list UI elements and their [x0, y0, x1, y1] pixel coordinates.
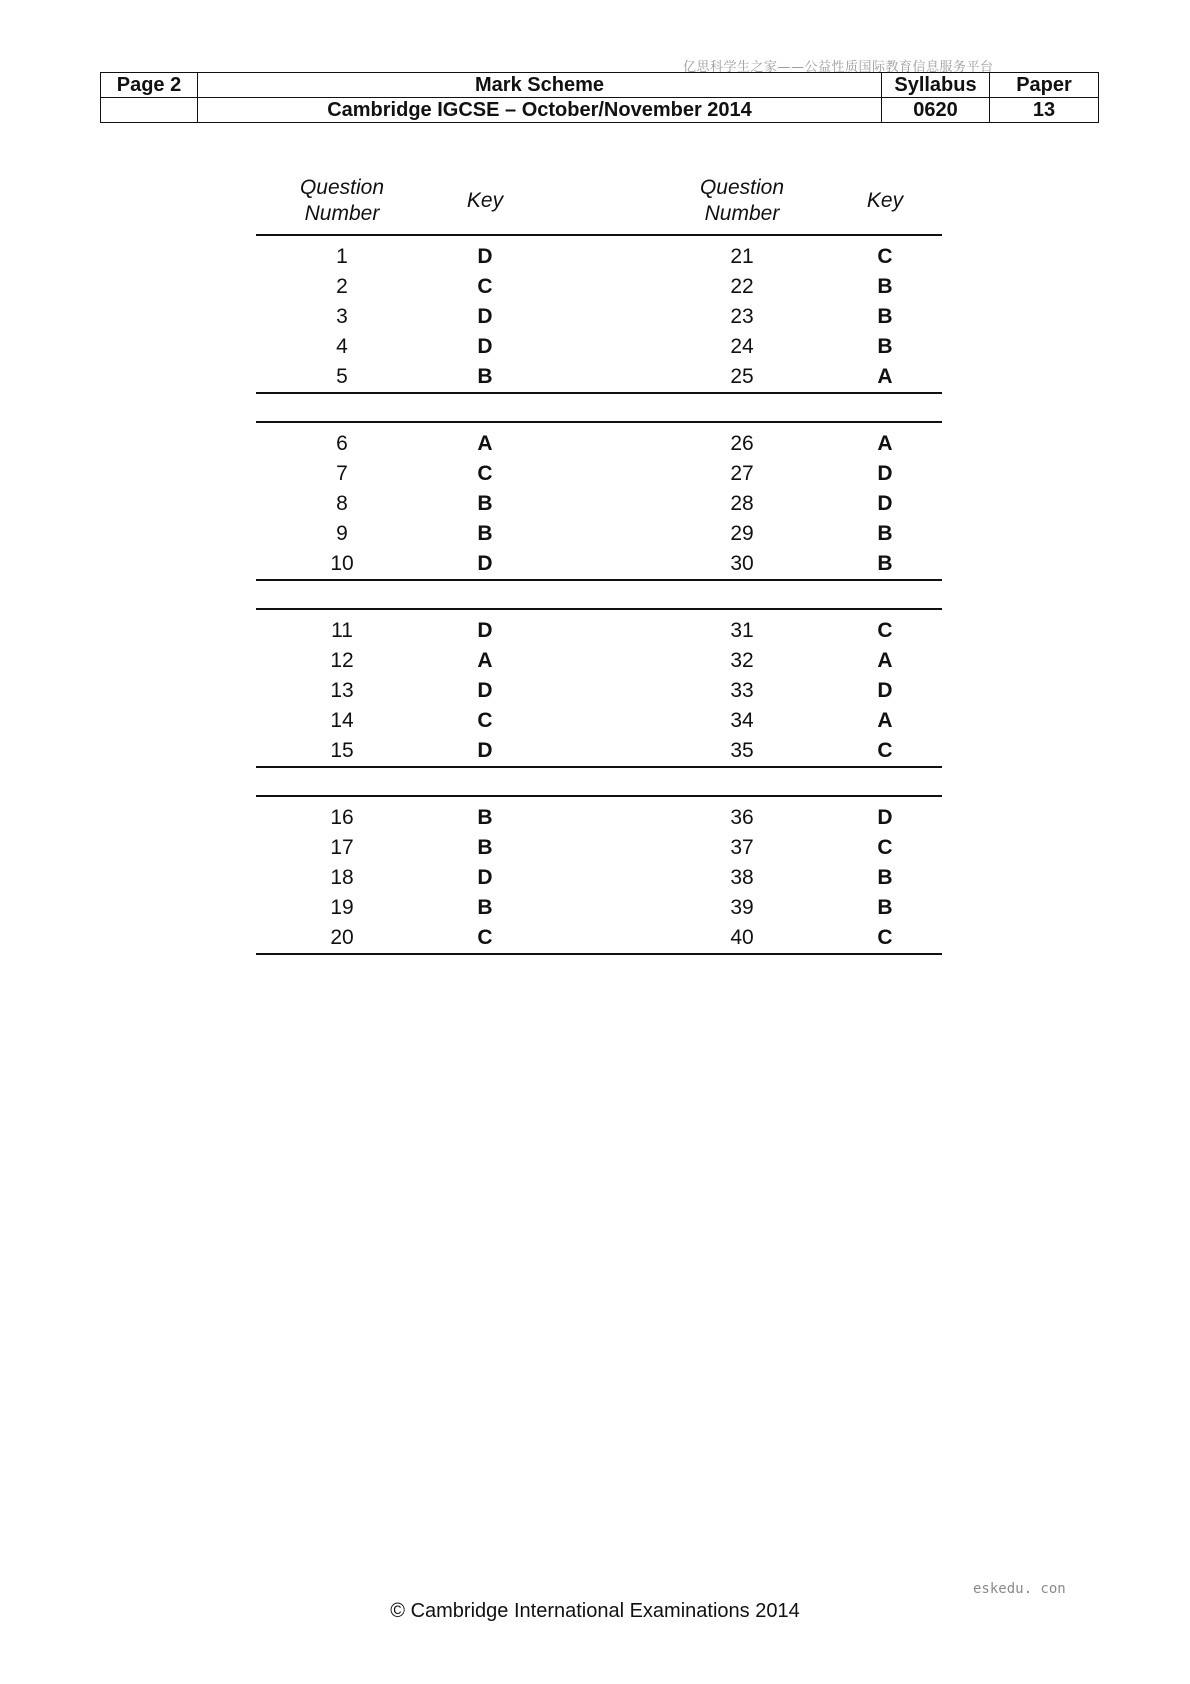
answer-key: D	[477, 866, 493, 889]
question-number: 6	[336, 432, 348, 455]
top-watermark: 亿思科学生之家——公益性质国际教育信息服务平台	[683, 60, 994, 75]
question-number: 40	[730, 926, 754, 949]
table-row	[256, 833, 942, 863]
table-row	[256, 616, 942, 646]
question-number: 18	[330, 866, 354, 889]
answer-key: D	[477, 552, 493, 575]
group-separator	[256, 581, 942, 610]
document-title: Mark Scheme	[198, 73, 882, 98]
table-row	[256, 242, 942, 272]
table-row	[256, 429, 942, 459]
question-number: 28	[730, 492, 754, 515]
answer-key: C	[477, 462, 493, 485]
question-number: 12	[330, 649, 354, 672]
page-number: Page 2	[101, 73, 198, 98]
answer-key: C	[477, 275, 493, 298]
answer-key: D	[477, 245, 493, 268]
question-number: 20	[330, 926, 354, 949]
question-number: 13	[330, 679, 354, 702]
question-number: 7	[336, 462, 348, 485]
header-table	[100, 72, 1099, 123]
answer-key: A	[877, 432, 893, 455]
answer-key: B	[477, 522, 493, 545]
table-row	[256, 803, 942, 833]
question-number: 22	[730, 275, 754, 298]
question-number: 29	[730, 522, 754, 545]
answer-key: B	[877, 335, 893, 358]
footer-watermark: eskedu. con	[973, 1581, 1066, 1597]
question-number: 11	[331, 619, 353, 642]
answer-key: D	[477, 679, 493, 702]
key-header-left: Key	[466, 189, 504, 212]
question-number: 31	[730, 619, 754, 642]
question-number: 39	[730, 896, 754, 919]
answer-key: B	[877, 275, 893, 298]
group-separator	[256, 394, 942, 423]
answer-key: A	[877, 709, 893, 732]
group-separator	[256, 768, 942, 797]
table-row	[256, 302, 942, 332]
question-number: 19	[330, 896, 354, 919]
table-row	[256, 519, 942, 549]
answer-key: D	[477, 305, 493, 328]
question-number: 3	[336, 305, 348, 328]
question-number: 36	[730, 806, 754, 829]
answer-key: C	[877, 739, 893, 762]
header-line: Number	[304, 202, 380, 225]
answer-key: B	[877, 866, 893, 889]
question-number: 38	[730, 866, 754, 889]
table-row	[256, 459, 942, 489]
answer-key-header	[256, 168, 942, 236]
answer-key: B	[477, 365, 493, 388]
syllabus-label: Syllabus	[882, 73, 990, 98]
answer-key: D	[877, 679, 893, 702]
answer-key: D	[477, 739, 493, 762]
answer-key: D	[877, 462, 893, 485]
answer-key: B	[477, 806, 493, 829]
question-number: 37	[730, 836, 754, 859]
question-number: 4	[336, 335, 348, 358]
question-number: 17	[330, 836, 354, 859]
question-number-header-left	[256, 175, 428, 227]
question-number: 26	[730, 432, 754, 455]
question-number: 16	[330, 806, 354, 829]
question-number: 34	[730, 709, 754, 732]
answer-key: C	[877, 926, 893, 949]
question-number: 9	[336, 522, 348, 545]
answer-group	[256, 797, 942, 955]
question-number: 25	[730, 365, 754, 388]
copyright-footer: © Cambridge International Examinations 2014	[390, 1600, 800, 1622]
question-number: 1	[336, 245, 348, 268]
table-row	[256, 332, 942, 362]
answer-key: C	[877, 836, 893, 859]
key-header-right: Key	[866, 189, 904, 212]
answer-key: D	[477, 335, 493, 358]
answer-groups	[256, 236, 942, 955]
question-number: 5	[336, 365, 348, 388]
question-number: 35	[730, 739, 754, 762]
answer-key: A	[877, 649, 893, 672]
answer-key: C	[877, 245, 893, 268]
question-number: 2	[336, 275, 348, 298]
syllabus-value: 0620	[882, 98, 990, 123]
answer-key: C	[877, 619, 893, 642]
question-number: 23	[730, 305, 754, 328]
question-number: 24	[730, 335, 754, 358]
answer-key: A	[477, 432, 493, 455]
question-number: 30	[730, 552, 754, 575]
answer-key: C	[477, 709, 493, 732]
answer-key: D	[877, 806, 893, 829]
table-row	[256, 362, 942, 392]
question-number: 32	[730, 649, 754, 672]
answer-key: D	[877, 492, 893, 515]
question-number: 15	[330, 739, 354, 762]
question-number-header-right	[656, 175, 828, 227]
header-line: Question	[299, 176, 385, 199]
question-number: 14	[330, 709, 354, 732]
answer-group	[256, 423, 942, 581]
answer-key: A	[877, 365, 893, 388]
question-number: 10	[330, 552, 354, 575]
table-row	[256, 272, 942, 302]
answer-key: B	[477, 836, 493, 859]
paper-value: 13	[990, 98, 1099, 123]
table-row	[256, 646, 942, 676]
answer-key: B	[877, 522, 893, 545]
answer-key: B	[877, 896, 893, 919]
table-row	[256, 549, 942, 579]
answer-key: B	[877, 552, 893, 575]
header-line: Question	[699, 176, 785, 199]
table-row	[256, 863, 942, 893]
answer-key: D	[477, 619, 493, 642]
empty-cell	[101, 98, 198, 123]
table-row	[256, 923, 942, 953]
table-row	[256, 706, 942, 736]
answer-key: A	[477, 649, 493, 672]
header-line: Number	[704, 202, 780, 225]
paper-label: Paper	[990, 73, 1099, 98]
table-row	[256, 676, 942, 706]
question-number: 8	[336, 492, 348, 515]
exam-subtitle: Cambridge IGCSE – October/November 2014	[198, 98, 882, 123]
question-number: 33	[730, 679, 754, 702]
answer-key: B	[477, 492, 493, 515]
answer-key: C	[477, 926, 493, 949]
answer-key: B	[477, 896, 493, 919]
table-row	[256, 893, 942, 923]
table-row	[256, 736, 942, 766]
table-row	[256, 489, 942, 519]
answer-group	[256, 610, 942, 768]
question-number: 27	[730, 462, 754, 485]
answer-group	[256, 236, 942, 394]
answer-key-table	[256, 168, 942, 955]
question-number: 21	[730, 245, 754, 268]
answer-key: B	[877, 305, 893, 328]
